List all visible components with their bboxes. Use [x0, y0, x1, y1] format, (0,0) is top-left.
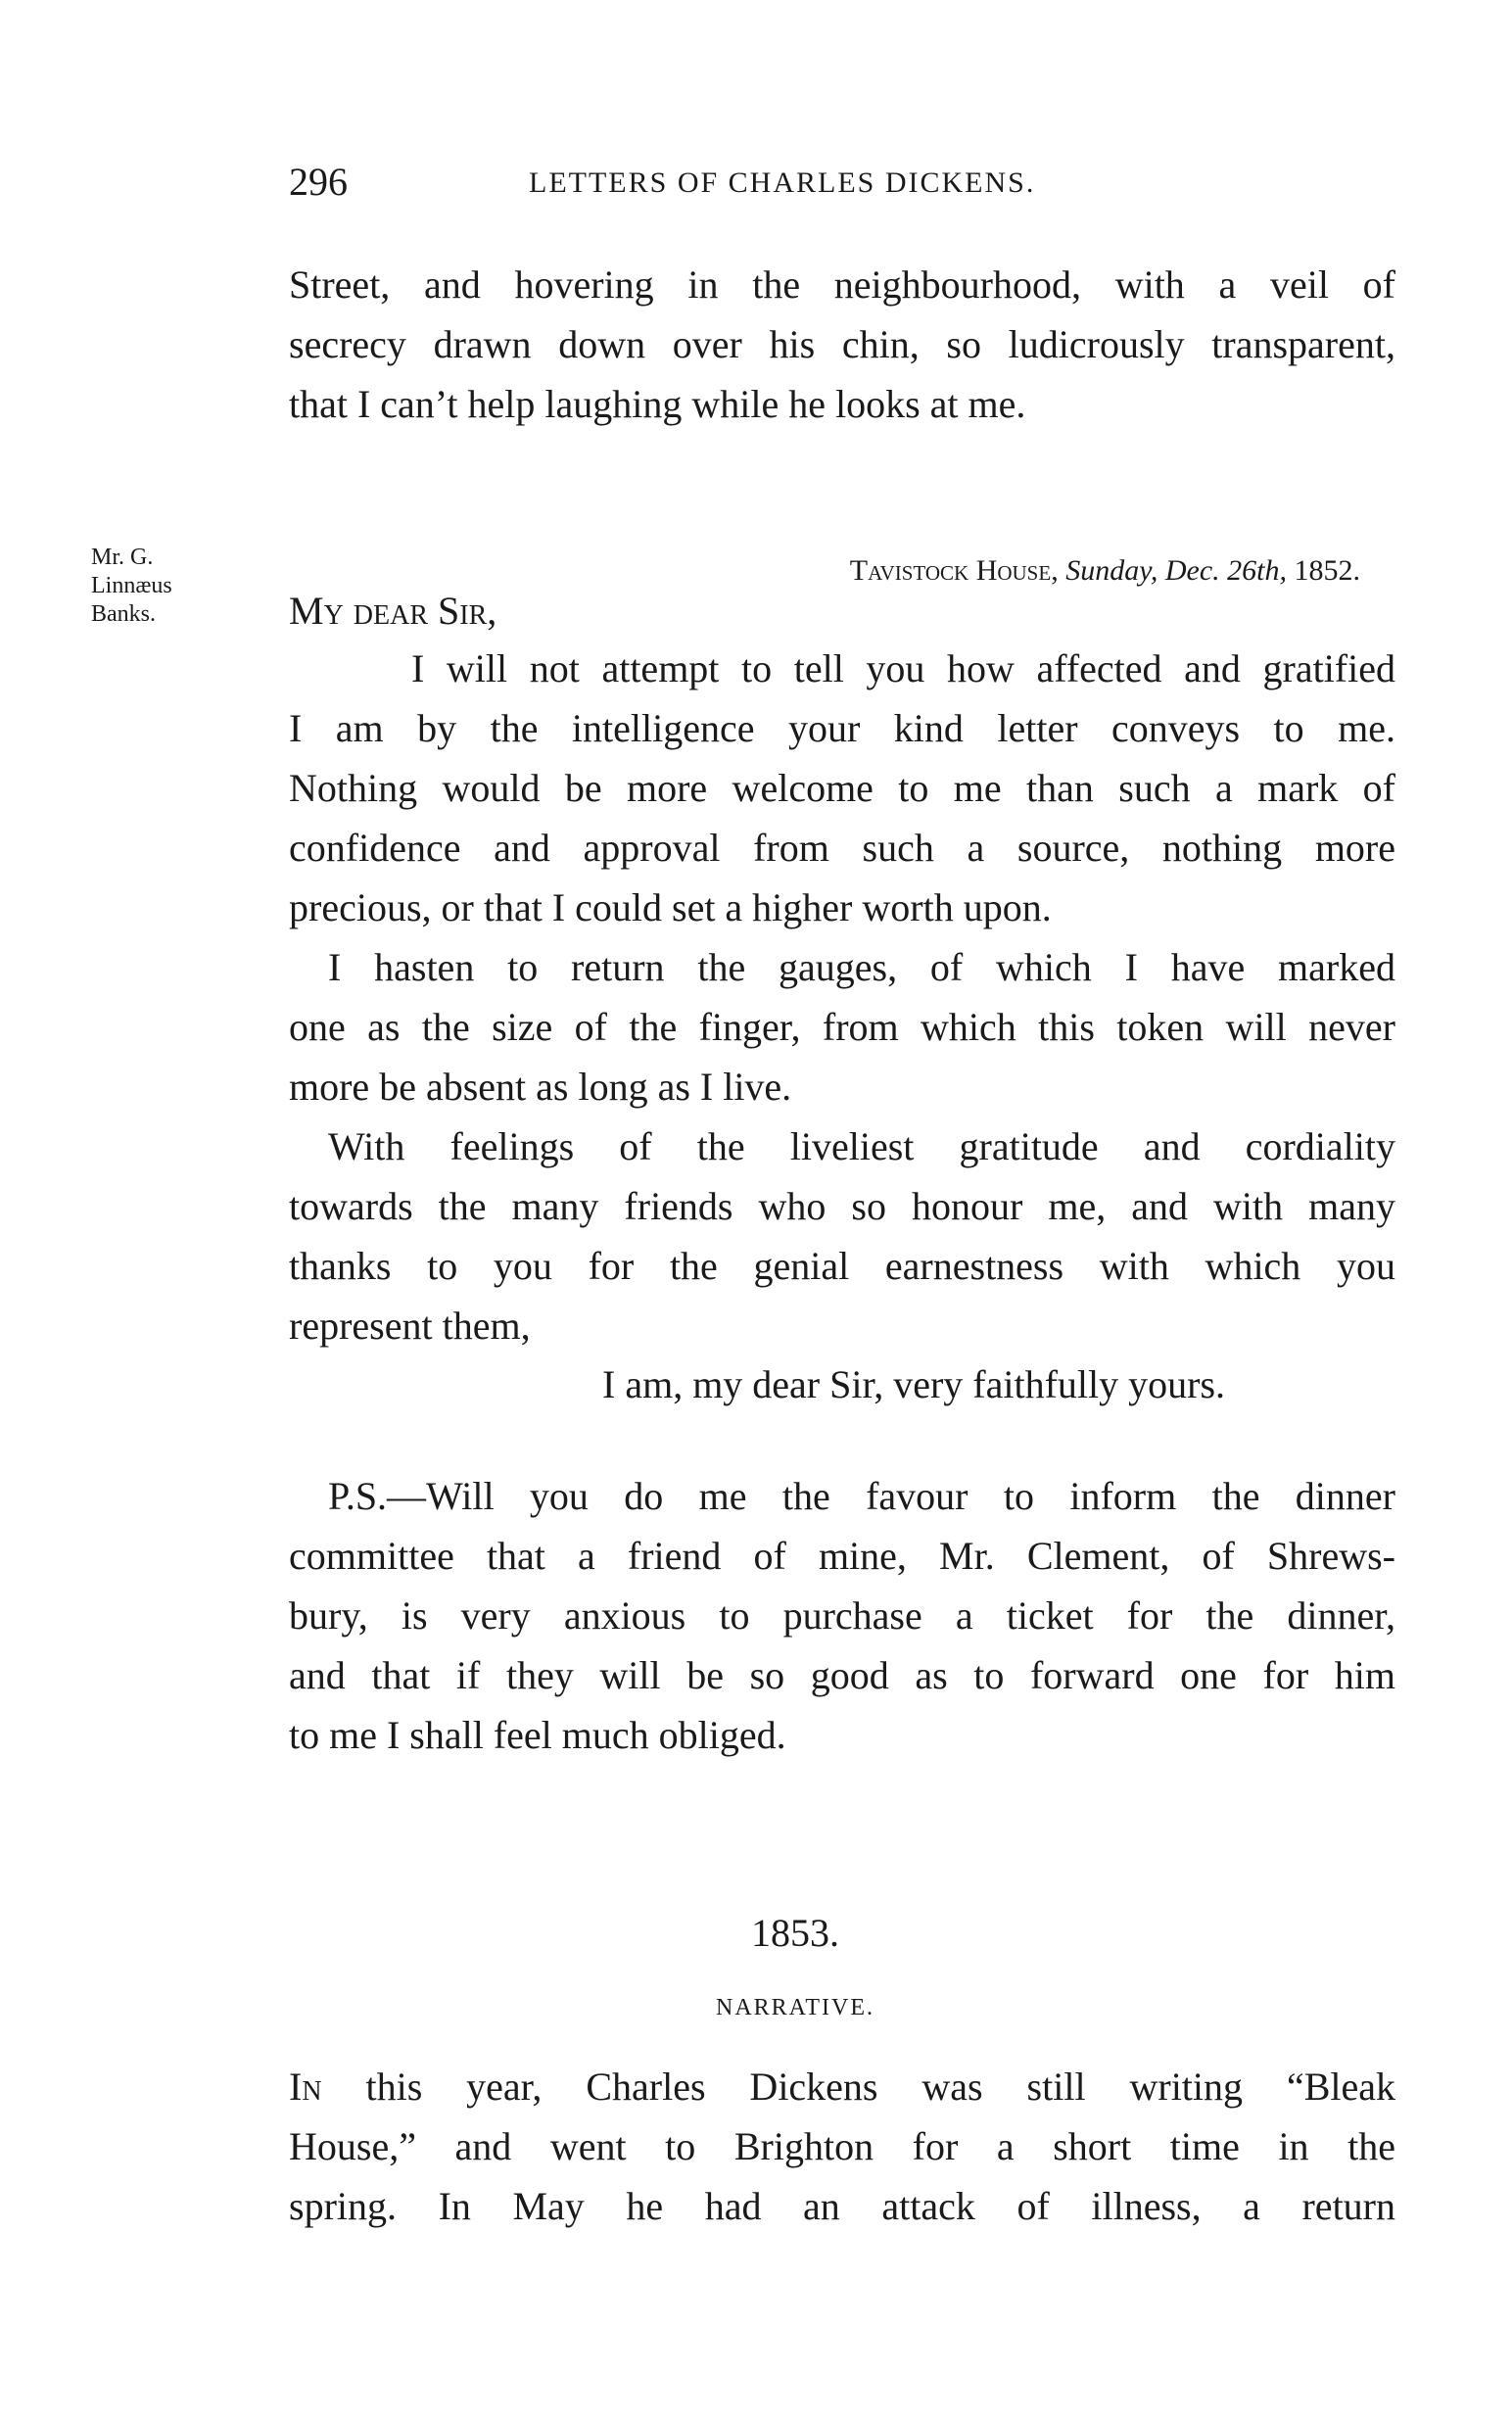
margin-note-line: Linnæus: [91, 573, 172, 598]
text-line: one as the size of the finger, from which this token will never: [289, 1005, 1395, 1049]
letter-paragraph-3: [289, 1116, 1395, 1355]
text-line: thanks to you for the genial earnestness with which you: [289, 1244, 1395, 1288]
text-line: confidence and approval from such a source, nothing more: [289, 826, 1395, 870]
running-title: LETTERS OF CHARLES DICKENS.: [529, 166, 1036, 199]
text-line: precious, or that I could set a higher worth upon.: [289, 885, 1052, 929]
continuation-paragraph: [289, 255, 1395, 434]
text-line: I am by the intelligence your kind letter conveys to me.: [289, 706, 1395, 750]
margin-note-line: Mr. G.: [91, 545, 154, 570]
text-line: secrecy drawn down over his chin, so ludicrously transparent,: [289, 322, 1395, 366]
text-line: House,” and went to Brighton for a short time in the: [289, 2124, 1395, 2168]
dateline-date: Sunday, Dec. 26th,: [1065, 554, 1287, 587]
text-line: bury, is very anxious to purchase a ticket for the dinner,: [289, 1593, 1395, 1638]
text-line: spring. In May he had an attack of illness, a return: [289, 2184, 1395, 2228]
text-line: towards the many friends who so honour me, and with many: [289, 1184, 1395, 1228]
postscript: [289, 1466, 1395, 1765]
narrative-paragraph: [289, 2057, 1395, 2236]
text-line: I will not attempt to tell you how affected and gratified: [411, 646, 1395, 690]
text-line: to me I shall feel much obliged.: [289, 1713, 786, 1757]
text-line: Street, and hovering in the neighbourhood, with a veil of: [289, 262, 1395, 307]
dateline-year: 1852.: [1294, 554, 1360, 587]
lead-word: In: [289, 2065, 322, 2109]
letter-paragraph-2: [289, 937, 1395, 1116]
letter-closing: I am, my dear Sir, very faithfully yours.: [602, 1362, 1226, 1406]
text-line: and that if they will be so good as to forward one for him: [289, 1653, 1395, 1697]
page-number: 296: [289, 160, 348, 204]
text-line: represent them,: [289, 1304, 531, 1348]
section-year-heading: 1853.: [751, 1911, 839, 1955]
dateline-place: Tavistock House,: [849, 554, 1059, 587]
text-line: With feelings of the liveliest gratitude and cordiality: [328, 1124, 1395, 1168]
text-line: committee that a friend of mine, Mr. Clement, of Shrews-: [289, 1534, 1395, 1578]
text-line: I hasten to return the gauges, of which I have marked: [328, 945, 1395, 989]
section-label: NARRATIVE.: [716, 1995, 874, 2020]
salutation: My dear Sir,: [289, 589, 497, 633]
text-line: that I can’t help laughing while he looks at me.: [289, 382, 1026, 426]
text-line: P.S.—Will you do me the favour to inform the dinner: [328, 1474, 1395, 1518]
recipient-margin-note: [91, 544, 172, 629]
text-line: more be absent as long as I live.: [289, 1065, 792, 1109]
letter-dateline: [850, 554, 1360, 588]
text-line: [289, 2057, 1395, 2116]
text-line-rest: this year, Charles Dickens was still writing “Bleak: [321, 2065, 1395, 2109]
text-line: Nothing would be more welcome to me than such a mark of: [289, 766, 1395, 810]
letter-paragraph-1: [289, 639, 1395, 937]
margin-note-line: Banks.: [91, 601, 156, 627]
